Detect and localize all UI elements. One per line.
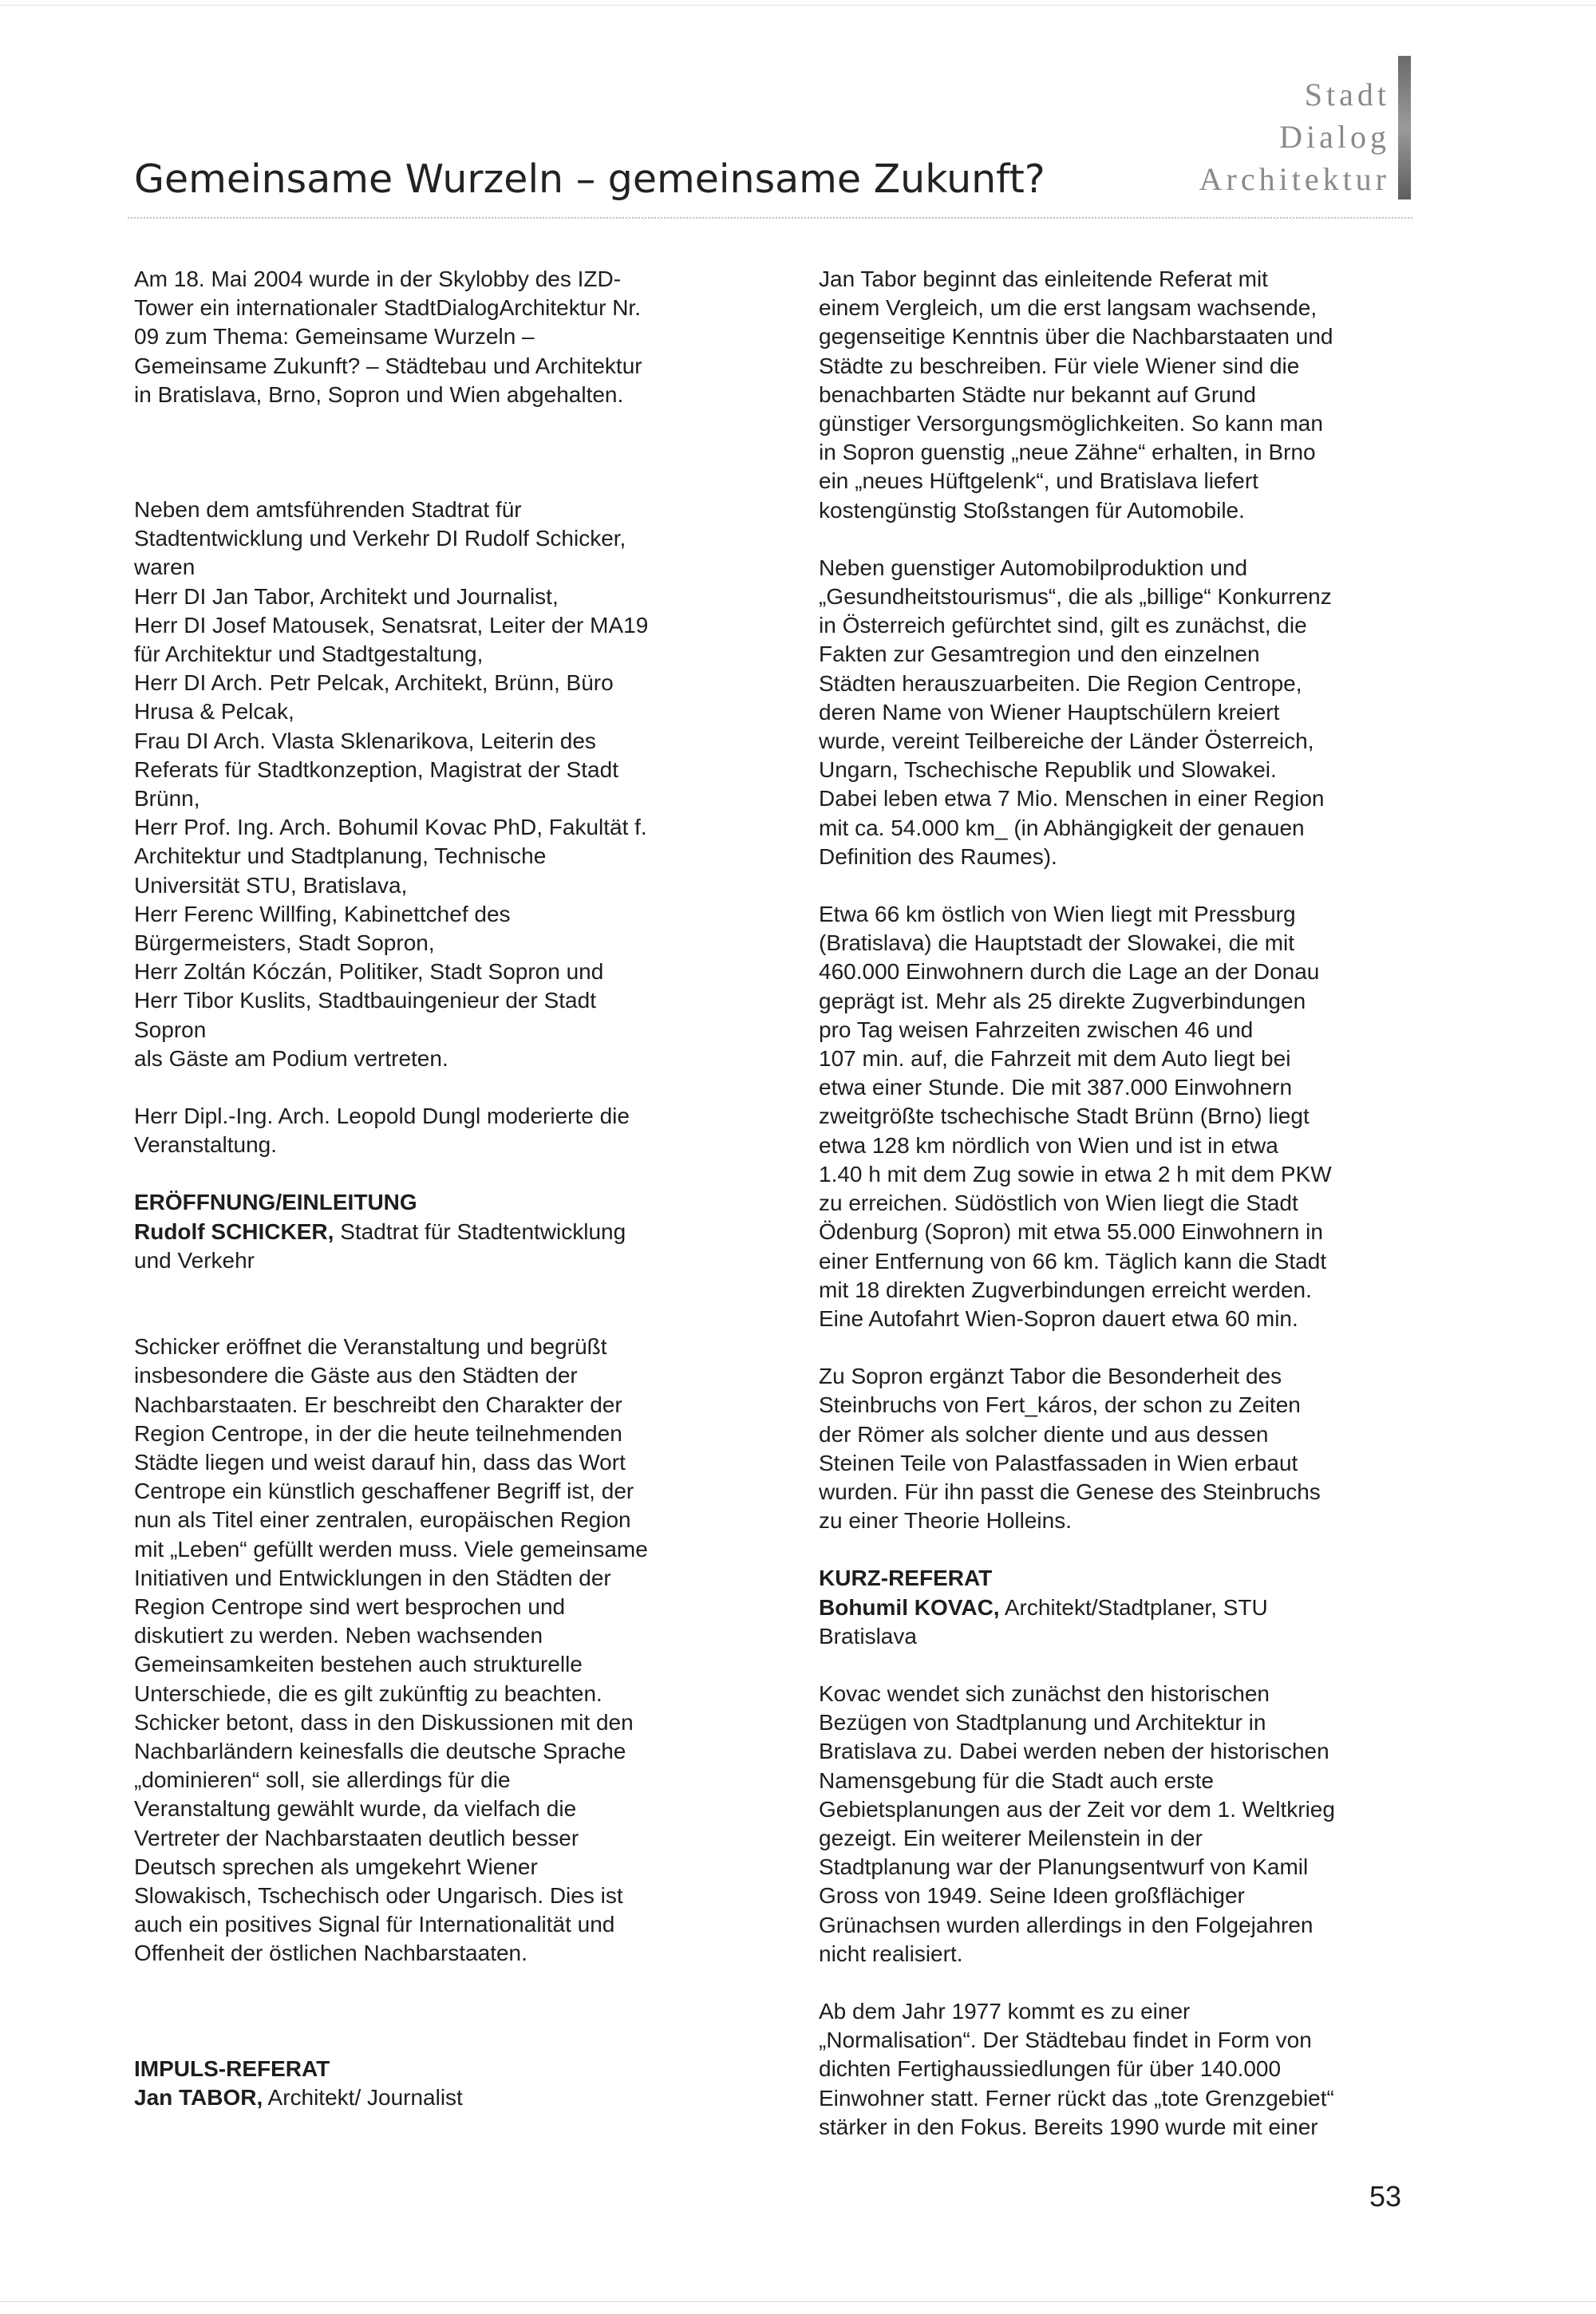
text-line: Gemeinsamkeiten bestehen auch strukturelle — [134, 1652, 583, 1677]
text-line: Veranstaltung. — [134, 1132, 278, 1158]
text-line: gezeigt. Ein weiterer Meilenstein in der — [819, 1825, 1203, 1850]
text-line: Herr Zoltán Kóczán, Politiker, Stadt Sopron und — [134, 959, 604, 985]
stadtdialog-logo — [1199, 73, 1390, 200]
text-line: Nachbarstaaten. Er beschreibt den Charakter der — [134, 1392, 622, 1417]
text-line: Veranstaltung gewählt wurde, da vielfach die — [134, 1796, 577, 1822]
text-line: Tower ein internationaler StadtDialogArchitektur Nr. — [134, 295, 641, 321]
text-line: Städten herauszuarbeiten. Die Region Centrope, — [819, 670, 1302, 696]
text-line: Herr Prof. Ing. Arch. Bohumil Kovac PhD, Fakultät f. — [134, 815, 647, 840]
text-line: zweitgrößte tschechische Stadt Brünn (Brno) liegt — [819, 1104, 1310, 1129]
paragraph-gap — [819, 1651, 1425, 1680]
text-line: insbesondere die Gäste aus den Städten der — [134, 1363, 578, 1388]
logo-line: Stadt — [1304, 77, 1390, 113]
text-line: Vertreter der Nachbarstaaten deutlich besser — [134, 1825, 579, 1850]
paragraph-opening-heading — [134, 1188, 741, 1275]
bold-heading-text: KURZ-REFERAT — [819, 1566, 993, 1591]
text-line: gegenseitige Kenntnis über die Nachbarstaaten und — [819, 324, 1333, 349]
paragraph-gap — [819, 871, 1425, 900]
text-line: Neben dem amtsführenden Stadtrat für — [134, 497, 522, 523]
text-line: Herr Ferenc Willfing, Kabinettchef des — [134, 901, 511, 926]
bold-heading-text: Rudolf SCHICKER, — [134, 1218, 334, 1244]
text-line: „Normalisation“. Der Städtebau findet in Form von — [819, 2028, 1312, 2053]
text-line: Nachbarländern keinesfalls die deutsche Sprache — [134, 1738, 626, 1763]
text-line: Schicker eröffnet die Veranstaltung und begrüßt — [134, 1334, 607, 1360]
text-line — [134, 2055, 741, 2083]
text-line: „Gesundheitstourismus“, die als „billige“ Konkurrenz — [819, 584, 1332, 610]
paragraph-distances — [819, 900, 1425, 1333]
right-column — [819, 265, 1425, 2142]
text-line: geprägt ist. Mehr als 25 direkte Zugverbindungen — [819, 988, 1306, 1013]
text-line: günstiger Versorgungsmöglichkeiten. So kann man — [819, 411, 1323, 436]
text-line: Stadtentwicklung und Verkehr DI Rudolf Schicker, — [134, 526, 626, 551]
text-line: zu erreichen. Südöstlich von Wien liegt die Stadt — [819, 1191, 1298, 1216]
text-line: Bratislava — [819, 1623, 917, 1649]
text-line: Universität STU, Bratislava, — [134, 872, 408, 898]
text-line: Bezügen von Stadtplanung und Architektur in — [819, 1710, 1266, 1736]
text-line: Herr DI Josef Matousek, Senatsrat, Leiter der MA19 — [134, 612, 649, 638]
paragraph-kurz-heading — [819, 1564, 1425, 1651]
text-line: in Bratislava, Brno, Sopron und Wien abgehalten. — [134, 381, 624, 407]
paragraph-gap — [134, 409, 741, 438]
text-line: nun als Titel einer zentralen, europäischen Region — [134, 1507, 631, 1533]
text-line: waren — [134, 555, 196, 580]
paragraph-moderator — [134, 1102, 741, 1159]
paragraph-gap — [819, 525, 1425, 554]
text-line: Herr Tibor Kuslits, Stadtbauingenieur der Stadt — [134, 988, 596, 1013]
paragraph-impuls-heading — [134, 2055, 741, 2112]
text-line: Grünachsen wurden allerdings in den Folgejahren — [819, 1912, 1314, 1937]
text-line: Kovac wendet sich zunächst den historischen — [819, 1680, 1270, 1706]
text-line: Einwohner statt. Ferner rückt das „tote Grenzgebiet“ — [819, 2085, 1334, 2111]
text-line: Herr DI Jan Tabor, Architekt und Journalist, — [134, 583, 559, 609]
paragraph-gap — [134, 1275, 741, 1304]
paragraph-centrope — [819, 554, 1425, 871]
text-line: Dabei leben etwa 7 Mio. Menschen in einer Region — [819, 786, 1325, 811]
text-line: pro Tag weisen Fahrzeiten zwischen 46 und — [819, 1017, 1254, 1042]
text-line: der Römer als solcher diente und aus dessen — [819, 1421, 1269, 1447]
text-line: Steinbruchs von Fert_káros, der schon zu Zeiten — [819, 1392, 1301, 1418]
text-line: Eine Autofahrt Wien-Sopron dauert etwa 60 min. — [819, 1305, 1298, 1331]
text-line: etwa 128 km nördlich von Wien und ist in etwa — [819, 1132, 1278, 1158]
text-line: Steinen Teile von Palastfassaden in Wien erbaut — [819, 1450, 1298, 1475]
paragraph-normalisation — [819, 1997, 1425, 2142]
text-line — [134, 1188, 741, 1217]
text-line: Unterschiede, die es gilt zukünftig zu beachten. — [134, 1680, 602, 1706]
paragraph-sopron-quarry — [819, 1362, 1425, 1535]
text-line: wurde, vereint Teilbereiche der Länder Österreich, — [819, 729, 1314, 754]
text-line: Am 18. Mai 2004 wurde in der Skylobby des IZD- — [134, 267, 622, 291]
text-line — [134, 2083, 741, 2112]
text-line — [819, 1564, 1425, 1593]
text-line: Deutsch sprechen als umgekehrt Wiener — [134, 1854, 538, 1879]
text-line: Initiativen und Entwicklungen in den Städten der — [134, 1565, 611, 1590]
bold-heading-text: IMPULS-REFERAT — [134, 2055, 330, 2081]
bold-heading-text: ERÖFFNUNG/EINLEITUNG — [134, 1190, 417, 1215]
text-line: ein „neues Hüftgelenk“, und Bratislava liefert — [819, 468, 1258, 494]
text-line: (Bratislava) die Hauptstadt der Slowakei, die mit — [819, 930, 1295, 956]
heading-rest-text: Architekt/ Journalist — [263, 2084, 463, 2110]
heading-rest-text: Stadtrat für Stadtentwicklung — [334, 1218, 626, 1244]
text-line: Centrope ein künstlich geschaffener Begriff ist, der — [134, 1479, 634, 1504]
text-line: einem Vergleich, um die erst langsam wachsende, — [819, 295, 1317, 321]
text-line: in Österreich gefürchtet sind, gilt es zunächst, die — [819, 613, 1307, 638]
text-line: Slowakisch, Tschechisch oder Ungarisch. Dies ist — [134, 1882, 623, 1908]
text-line: Städte zu beschreiben. Für viele Wiener sind die — [819, 353, 1300, 378]
paragraph-schicker-text — [134, 1333, 741, 1968]
text-line: benachbarten Städte nur bekannt auf Grund — [819, 381, 1256, 407]
paragraph-gap — [819, 1535, 1425, 1564]
page-title: Gemeinsame Wurzeln – gemeinsame Zukunft? — [134, 156, 1045, 202]
text-line: Gross von 1949. Seine Ideen großflächiger — [819, 1883, 1245, 1909]
text-line: auch ein positives Signal für Internationalität und — [134, 1912, 615, 1937]
text-line: Hrusa & Pelcak, — [134, 699, 294, 725]
text-line: Namensgebung für die Stadt auch erste — [819, 1767, 1214, 1793]
text-line: nicht realisiert. — [819, 1941, 963, 1966]
text-line: Jan Tabor beginnt das einleitende Referat mit — [819, 267, 1268, 291]
text-line: einer Entfernung von 66 km. Täglich kann die Stadt — [819, 1248, 1327, 1273]
text-line: Frau DI Arch. Vlasta Sklenarikova, Leiterin des — [134, 728, 596, 753]
paragraph-kovac-text — [819, 1680, 1425, 1968]
text-line: mit „Leben“ gefüllt werden muss. Viele gemeinsame — [134, 1536, 648, 1562]
logo-line: Dialog — [1279, 119, 1390, 155]
text-line: Neben guenstiger Automobilproduktion und — [819, 555, 1248, 580]
text-line: kostengünstig Stoßstangen für Automobile. — [819, 497, 1245, 523]
text-line: 1.40 h mit dem Zug sowie in etwa 2 h mit dem PKW — [819, 1161, 1332, 1187]
heading-rest-text: Architekt/Stadtplaner, STU — [999, 1594, 1268, 1620]
text-line: etwa einer Stunde. Die mit 387.000 Einwohnern — [819, 1075, 1293, 1100]
text-line: Bratislava zu. Dabei werden neben der historischen — [819, 1739, 1329, 1764]
text-line: mit ca. 54.000 km_ (in Abhängigkeit der genauen — [819, 815, 1305, 840]
paragraph-gap — [819, 1968, 1425, 1997]
text-line: Städte liegen und weist darauf hin, dass das Wort — [134, 1449, 626, 1475]
text-line: für Architektur und Stadtgestaltung, — [134, 642, 484, 667]
text-line: Ab dem Jahr 1977 kommt es zu einer — [819, 1998, 1191, 2024]
text-line: Ödenburg (Sopron) mit etwa 55.000 Einwohnern in — [819, 1219, 1323, 1245]
paragraph-participants — [134, 496, 741, 1073]
text-line: Offenheit der östlichen Nachbarstaaten. — [134, 1941, 527, 1966]
paragraph-gap — [134, 2026, 741, 2055]
page-number: 53 — [1369, 2180, 1402, 2213]
text-line: Etwa 66 km östlich von Wien liegt mit Pressburg — [819, 902, 1296, 927]
text-line: Bürgermeisters, Stadt Sopron, — [134, 930, 435, 956]
text-line: dichten Fertighaussiedlungen für über 140.000 — [819, 2056, 1282, 2082]
header-divider — [128, 217, 1412, 219]
text-line: Architektur und Stadtplanung, Technische — [134, 843, 547, 869]
bold-heading-text: Bohumil KOVAC, — [819, 1594, 1000, 1620]
text-line: Herr Dipl.-Ing. Arch. Leopold Dungl moderierte die — [134, 1104, 630, 1129]
text-line: in Sopron guenstig „neue Zähne“ erhalten, in Brno — [819, 440, 1316, 465]
text-line: Zu Sopron ergänzt Tabor die Besonderheit des — [819, 1364, 1282, 1389]
text-line: Region Centrope, in der die heute teilnehmenden — [134, 1420, 622, 1446]
paragraph-tabor-intro — [819, 265, 1425, 525]
paragraph-gap — [134, 438, 741, 467]
text-line — [819, 1593, 1425, 1622]
bold-heading-text: Jan TABOR, — [134, 2084, 263, 2110]
text-line: wurden. Für ihn passt die Genese des Steinbruchs — [819, 1479, 1321, 1504]
text-line: als Gäste am Podium vertreten. — [134, 1045, 448, 1071]
left-column — [134, 265, 741, 2112]
text-line: Herr DI Arch. Petr Pelcak, Architekt, Brünn, Büro — [134, 670, 614, 696]
paragraph-gap — [134, 1968, 741, 1997]
text-line: Brünn, — [134, 786, 200, 811]
text-line: Gebietsplanungen aus der Zeit vor dem 1. Weltkrieg — [819, 1796, 1335, 1822]
text-line: Gemeinsame Zukunft? – Städtebau und Architektur — [134, 353, 642, 378]
paragraph-intro — [134, 265, 741, 409]
text-line: Referats für Stadtkonzeption, Magistrat der Stadt — [134, 756, 618, 782]
paragraph-gap — [134, 1159, 741, 1188]
text-line: Region Centrope sind wert besprochen und — [134, 1593, 566, 1619]
text-line: deren Name von Wiener Hauptschülern kreiert — [819, 699, 1280, 725]
paragraph-gap — [134, 1997, 741, 2026]
text-line: Schicker betont, dass in den Diskussionen mit den — [134, 1709, 634, 1735]
text-line: Sopron — [134, 1017, 207, 1042]
text-line — [134, 1218, 741, 1246]
text-line: 107 min. auf, die Fahrzeit mit dem Auto liegt bei — [819, 1046, 1291, 1072]
paragraph-gap — [134, 467, 741, 496]
text-line: Stadtplanung war der Planungsentwurf von Kamil — [819, 1854, 1309, 1880]
logo-line: Architektur — [1199, 161, 1390, 197]
paragraph-gap — [819, 1333, 1425, 1362]
text-line: diskutiert zu werden. Neben wachsenden — [134, 1623, 543, 1649]
paragraph-gap — [134, 1073, 741, 1102]
text-line: mit 18 direkten Zugverbindungen erreicht werden. — [819, 1277, 1312, 1302]
text-line: 460.000 Einwohnern durch die Lage an der Donau — [819, 959, 1320, 985]
text-line: zu einer Theorie Holleins. — [819, 1508, 1072, 1534]
text-line: Definition des Raumes). — [819, 843, 1057, 869]
text-line: 09 zum Thema: Gemeinsame Wurzeln – — [134, 324, 535, 349]
logo-bar-icon — [1398, 56, 1411, 199]
text-line: „dominieren“ soll, sie allerdings für die — [134, 1767, 511, 1793]
paragraph-gap — [134, 1304, 741, 1333]
text-line: und Verkehr — [134, 1247, 255, 1273]
top-edge-line — [0, 5, 1596, 6]
text-line: Fakten zur Gesamtregion und den einzelnen — [819, 642, 1260, 667]
bottom-edge-line — [0, 2301, 1596, 2302]
text-line: stärker in den Fokus. Bereits 1990 wurde mit einer — [819, 2114, 1318, 2139]
text-line: Ungarn, Tschechische Republik und Slowakei. — [819, 757, 1277, 783]
